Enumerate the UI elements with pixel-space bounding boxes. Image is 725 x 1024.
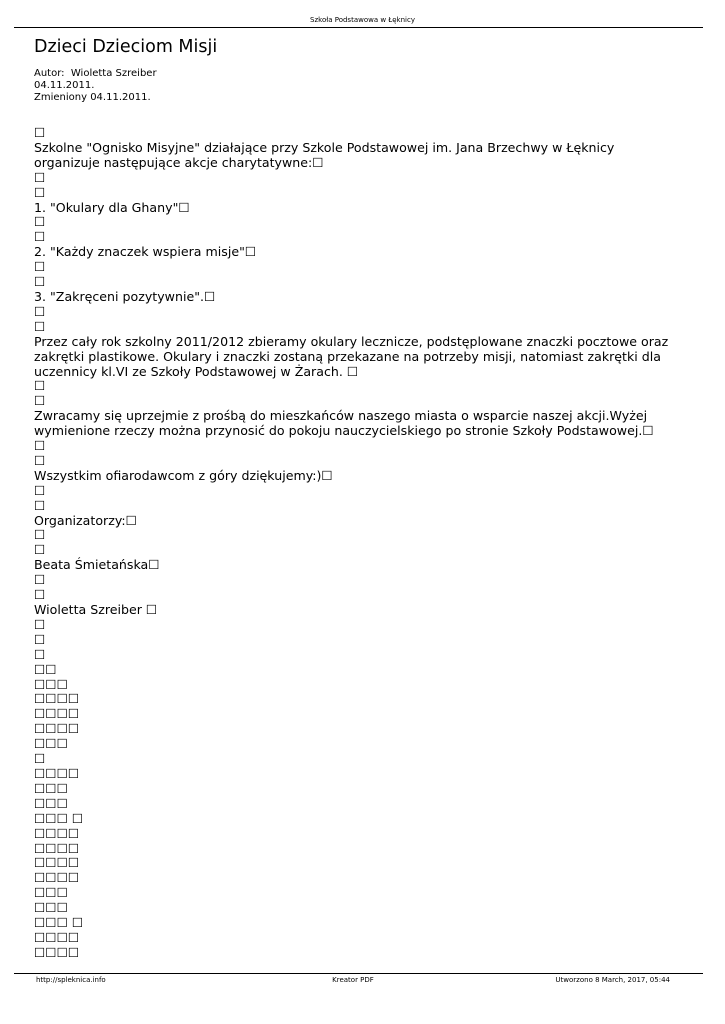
footer-divider [14,973,703,974]
body-line: Przez cały rok szkolny 2011/2012 zbieramy okulary lecznicze, podstęplowane znaczki pocztowe oraz zakrętki plastikowe. Okulary i znaczki zostaną przekazane na potrzeby misji, natomiast zakrętki dla uczennicy kl.VI ze Szkoły Podstawowej w Żarach. ☐ [34,333,673,379]
footer-generator: Kreator PDF [332,976,374,984]
body-line: ☐☐☐☐ [34,825,80,841]
body-line: ☐☐☐☐ [34,944,80,960]
body-line: ☐ [34,214,46,230]
body-line: ☐☐ [34,661,57,677]
body-line: ☐ [34,587,46,603]
body-line: Zwracamy się uprzejmie z prośbą do mieszkańców naszego miasta o wsparcie naszej akcji.Wyżej wymienione rzeczy można przynosić do pokoju nauczycielskiego po stronie Szkoły Podstawowej.☐ [34,408,654,439]
article-meta [34,68,157,104]
body-line: ☐☐☐☐ [34,840,80,856]
header-school-name: Szkoła Podstawowa w Łęknicy [310,16,415,24]
body-line: 1. "Okulary dla Ghany"☐ [34,199,190,215]
body-line: ☐☐☐☐ [34,855,80,871]
body-line: ☐☐☐ [34,885,68,901]
body-line: ☐ [34,184,46,200]
body-line: ☐ [34,616,46,632]
body-line: ☐ [34,482,46,498]
date-line: 04.11.2011. [34,80,95,91]
body-line: ☐☐☐☐ [34,765,80,781]
body-line: ☐☐☐ [34,780,68,796]
body-line: ☐ [34,438,46,454]
article-title: Dzieci Dzieciom Misji [34,37,218,57]
body-line: ☐ [34,393,46,409]
body-line: ☐☐☐☐ [34,706,80,722]
footer-created: Utworzono 8 March, 2017, 05:44 [555,976,670,984]
body-line: ☐☐☐ ☐ [34,915,84,931]
body-line: ☐☐☐ [34,676,68,692]
modified-line: Zmieniony 04.11.2011. [34,92,151,103]
body-line: ☐ [34,318,46,334]
body-line: 2. "Każdy znaczek wspiera misje"☐ [34,244,257,260]
body-line: ☐ [34,274,46,290]
body-line: ☐ [34,259,46,275]
author-line: Autor: Wioletta Szreiber [34,68,157,79]
body-line: ☐ [34,646,46,662]
body-line: ☐ [34,497,46,513]
body-line: Wioletta Szreiber ☐ [34,602,158,617]
body-line: ☐ [34,378,46,394]
body-line: ☐☐☐ [34,795,68,811]
body-line: Wszystkim ofiarodawcom z góry dziękujemy:)☐ [34,467,333,483]
body-line: ☐☐☐ [34,736,68,752]
body-line: ☐ [34,572,46,588]
body-line: ☐ [34,527,46,543]
page-header [0,16,725,25]
body-line: Beata Śmietańska☐ [34,557,160,573]
body-line: ☐ [34,542,46,558]
body-line: ☐ [34,229,46,245]
body-line: Organizatorzy:☐ [34,512,137,528]
body-line: Szkolne "Ognisko Misyjne" działające przy Szkole Podstawowej im. Jana Brzechwy w Łęknicy organizuje następujące akcje charytatywne:☐ [34,139,619,170]
article-body [34,126,684,961]
body-line: ☐ [34,125,46,140]
body-line: ☐☐☐☐ [34,870,80,886]
body-line: ☐ [34,169,46,185]
body-line: ☐☐☐ ☐ [34,810,84,826]
body-line: ☐ [34,751,46,767]
header-divider [14,27,703,28]
body-line: 3. "Zakręceni pozytywnie".☐ [34,288,216,304]
body-line: ☐☐☐ [34,900,68,916]
body-line: ☐ [34,452,46,468]
body-line: ☐ [34,631,46,647]
page-footer [36,976,670,985]
body-line: ☐☐☐☐ [34,721,80,737]
body-line: ☐ [34,303,46,319]
footer-url: http://spleknica.info [36,976,106,984]
body-line: ☐☐☐☐ [34,929,80,945]
body-line: ☐☐☐☐ [34,691,80,707]
